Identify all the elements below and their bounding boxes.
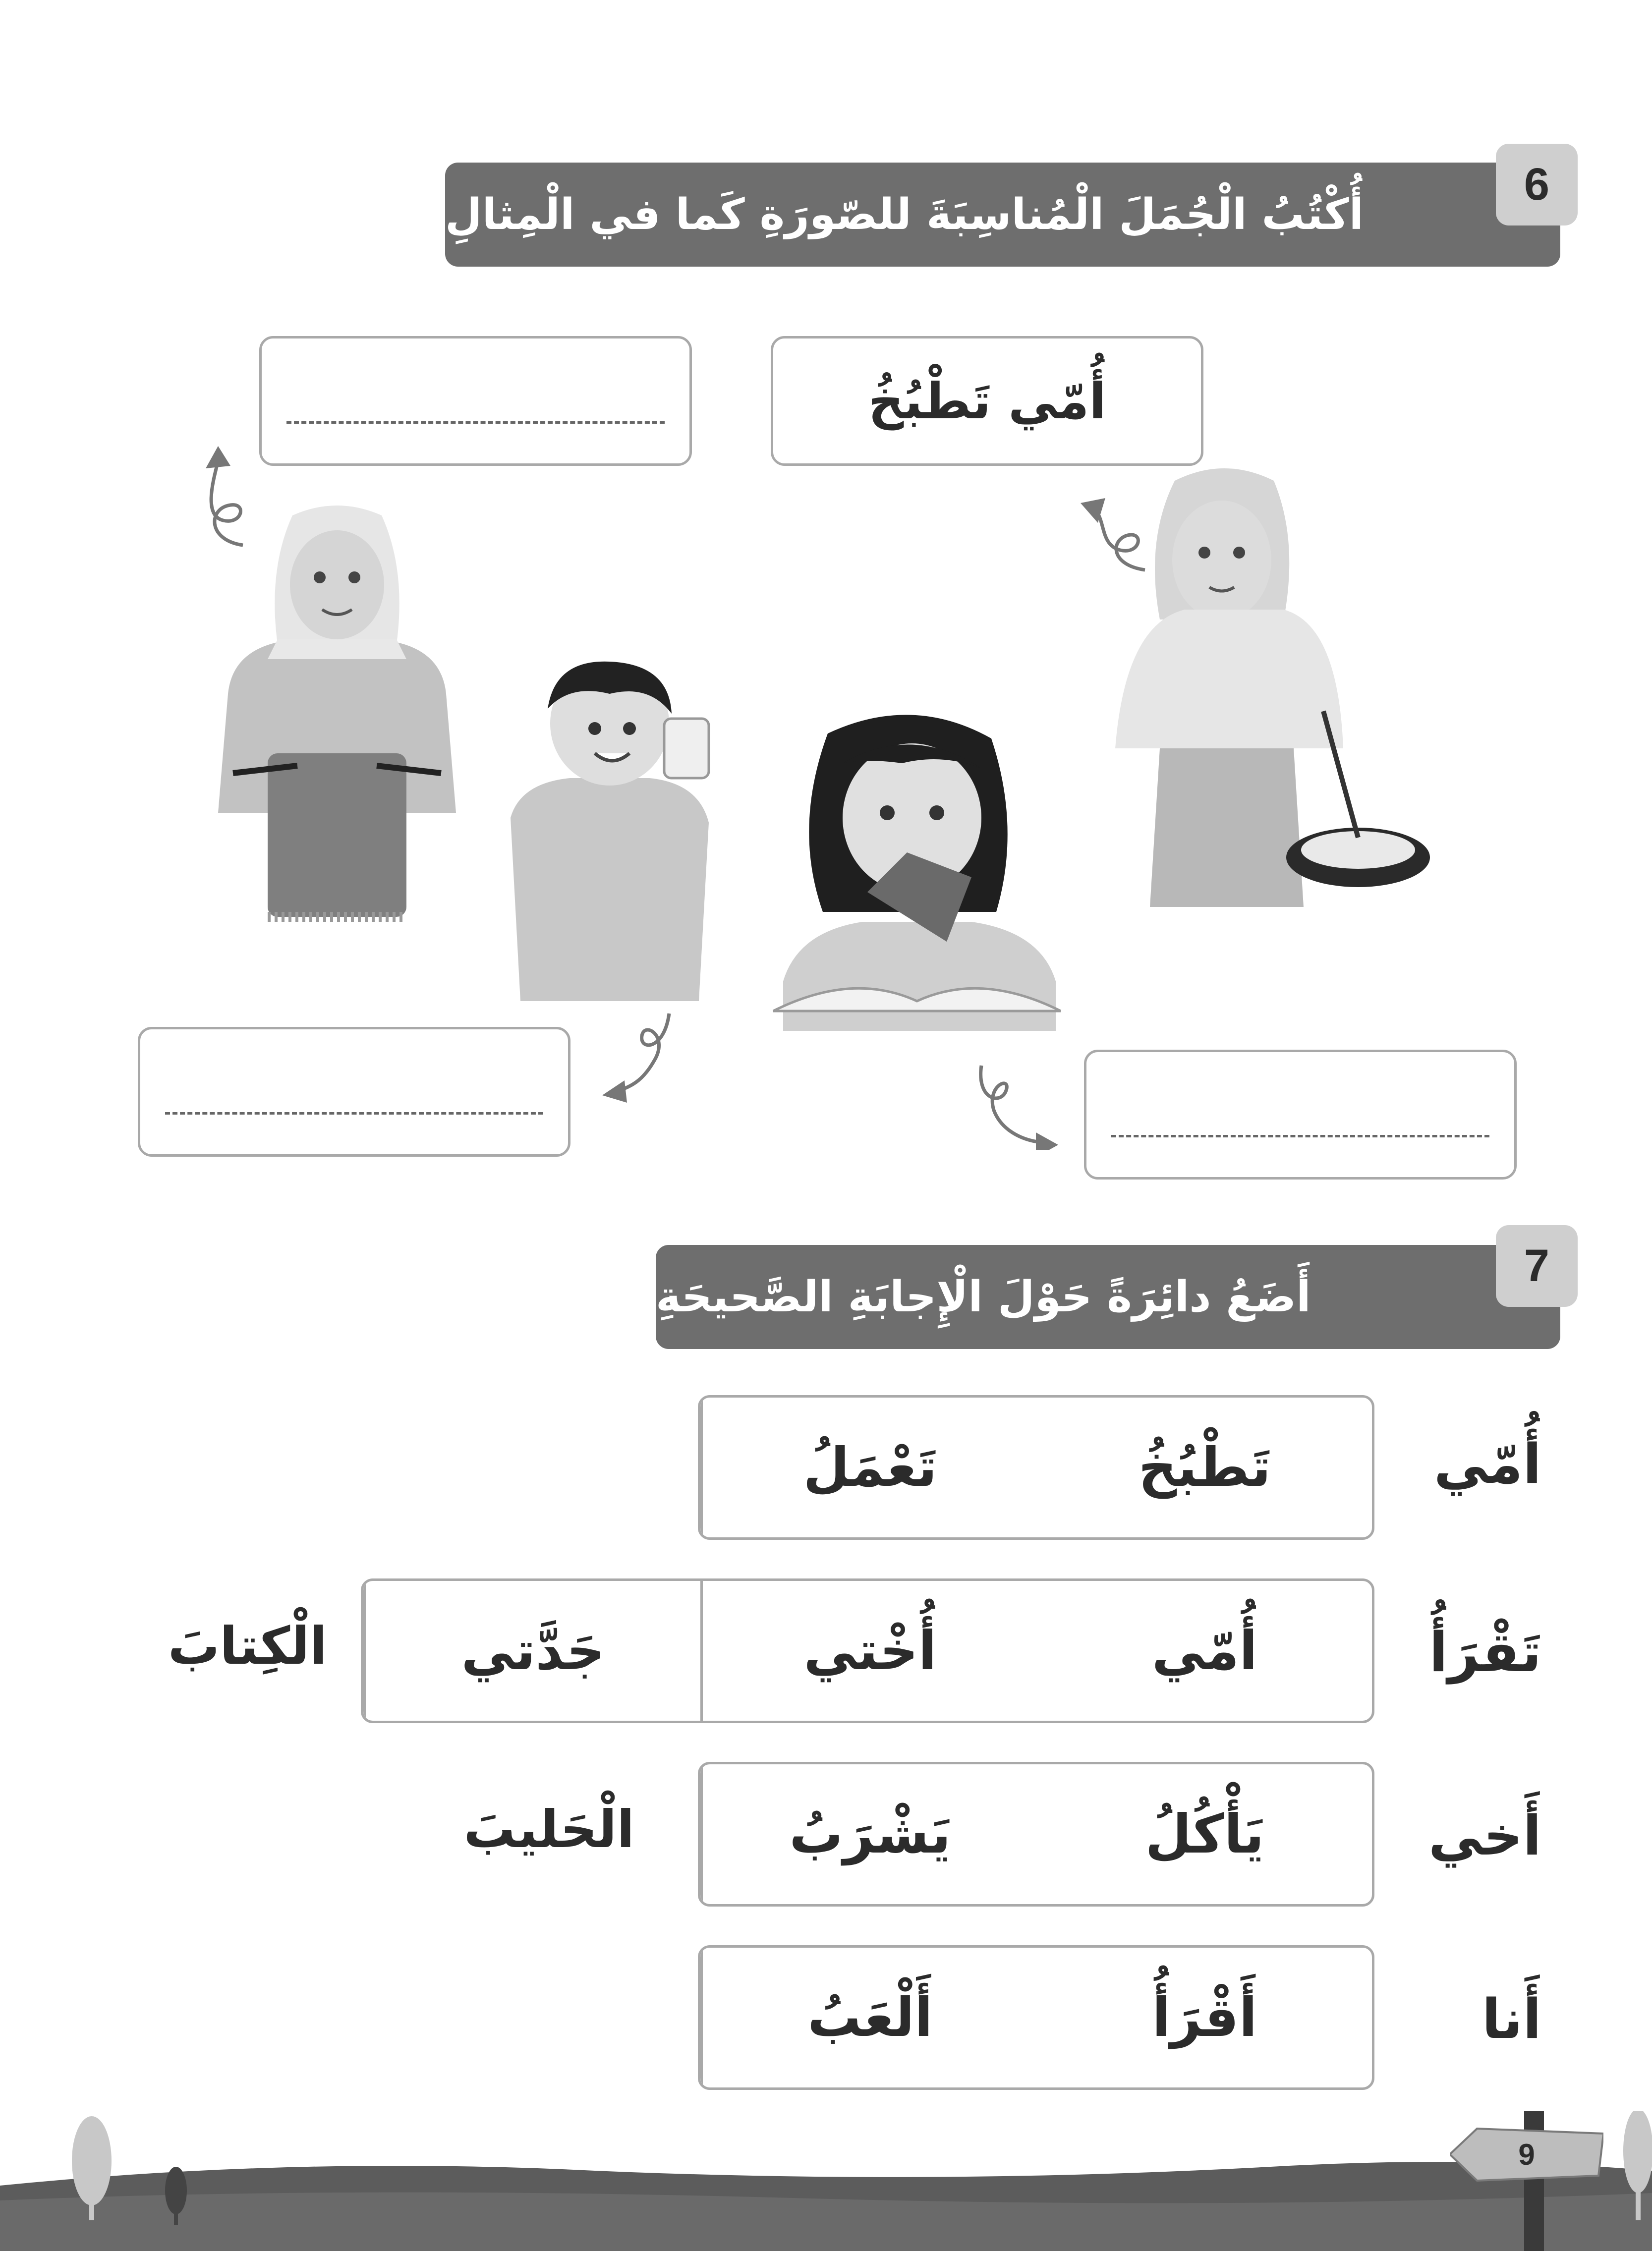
row-verb: تَقْرَأُ — [1429, 1621, 1541, 1684]
exercise-6-number-badge — [1496, 144, 1578, 225]
choice-option[interactable]: تَطْبُخُ — [1138, 1436, 1271, 1499]
boy-drinking-illustration — [501, 654, 739, 1001]
answer-box-girl[interactable] — [1084, 1050, 1517, 1180]
choice-option[interactable]: يَشْرَبُ — [700, 1764, 1037, 1904]
choice-option[interactable]: جَدَّتي — [363, 1581, 700, 1721]
choice-option[interactable]: أُمّي — [1151, 1620, 1258, 1682]
grandmother-knitting-illustration — [198, 496, 476, 942]
exercise-7-instruction: أَضَعُ دائِرَةً حَوْلَ الْإِجابَةِ الصَّحيحَةِ — [656, 1272, 1311, 1322]
exercise-7-number-badge — [1496, 1225, 1578, 1307]
exercise-6-instruction-bar — [445, 163, 1560, 267]
page-number: 9 — [1518, 2138, 1535, 2171]
exercise-7-instruction-bar — [656, 1245, 1560, 1349]
writing-line — [1111, 1135, 1489, 1137]
choice-option[interactable]: تَعْمَلُ — [700, 1398, 1037, 1537]
row-object: الْحَليبَ — [463, 1799, 634, 1859]
curly-arrow-icon — [971, 1061, 1061, 1150]
choice-option[interactable]: أُخْتي — [700, 1581, 1037, 1721]
exercise-6-instruction: أُكْتُبُ الْجُمَلَ الْمُناسِبَةَ للصّورَةِ كَما في الْمِثالِ — [445, 190, 1364, 239]
curly-arrow-icon — [595, 1006, 679, 1105]
choice-grid — [698, 1395, 1374, 1540]
mother-cooking-illustration — [1105, 461, 1442, 907]
choice-grid — [698, 1945, 1374, 2090]
row-object: الْكِتابَ — [168, 1616, 327, 1676]
writing-line — [165, 1112, 543, 1115]
example-answer-box — [771, 336, 1203, 466]
answer-box-boy[interactable] — [138, 1027, 570, 1157]
exercise-6-number: 6 — [1524, 159, 1550, 210]
choice-grid — [361, 1578, 1374, 1723]
row-subject: أَخي — [1428, 1804, 1541, 1867]
girl-reading-illustration — [763, 704, 1071, 1031]
row-subject: أَنا — [1481, 1987, 1541, 2051]
example-answer-text: أُمّي تَطْبُخُ — [868, 372, 1106, 430]
exercise-7-number: 7 — [1524, 1240, 1550, 1291]
row-subject: أُمّي — [1433, 1432, 1541, 1496]
choice-option[interactable]: أَلْعَبُ — [700, 1948, 1037, 2087]
page-number-sign — [1450, 2126, 1603, 2183]
writing-line — [286, 421, 665, 424]
footer-landscape — [0, 2111, 1652, 2251]
choice-option[interactable]: أَقْرَأُ — [1152, 1986, 1257, 2049]
choice-grid — [698, 1762, 1374, 1907]
answer-box-grandmother[interactable] — [259, 336, 692, 466]
choice-option[interactable]: يَأْكُلُ — [1145, 1803, 1264, 1865]
